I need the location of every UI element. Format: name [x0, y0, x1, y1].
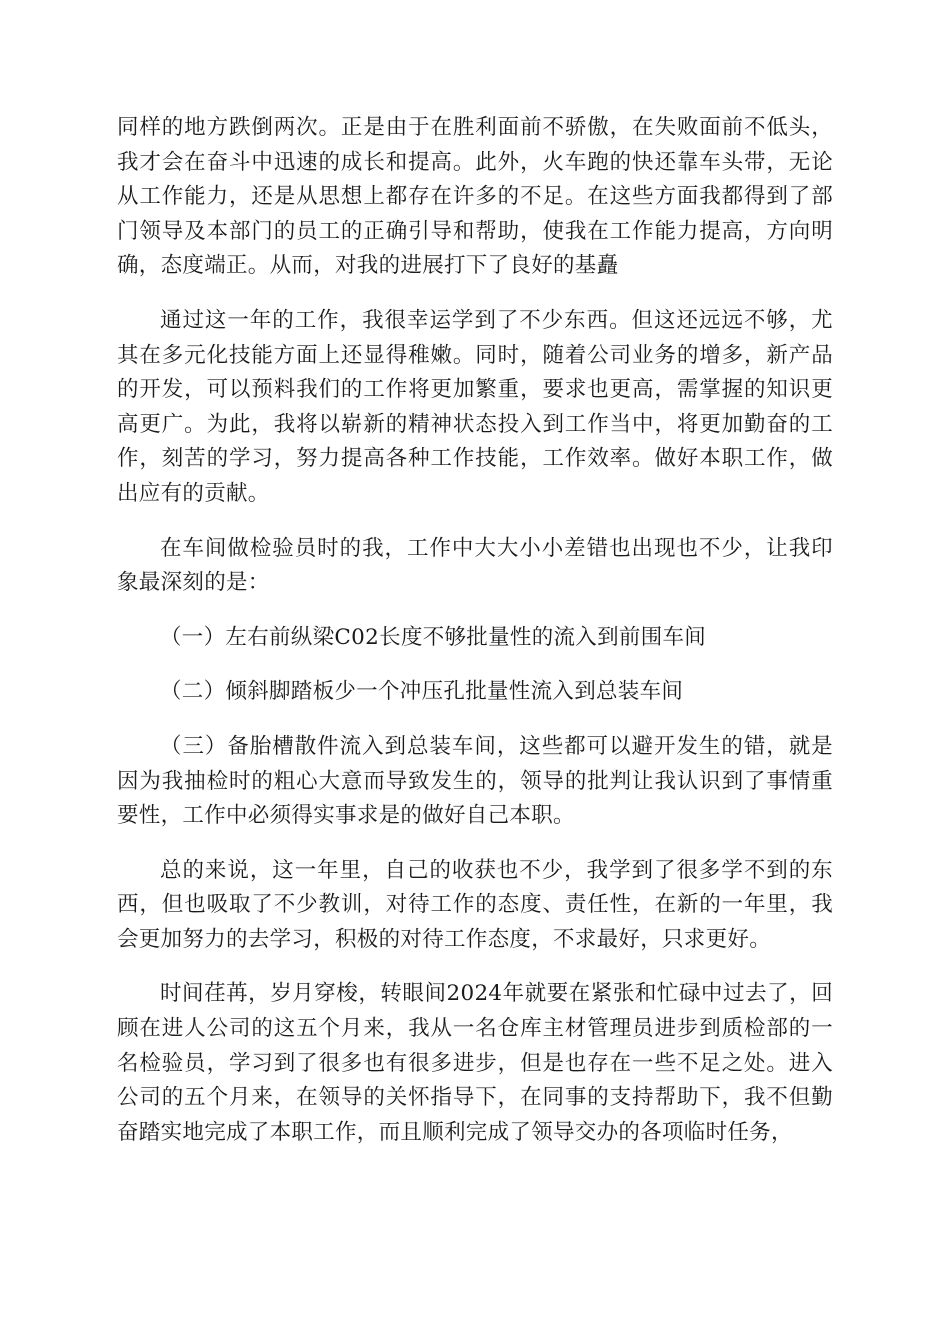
paragraph-2: 通过这一年的工作，我很幸运学到了不少东西。但这还远远不够，尤其在多元化技能方面上还显得稚嫩。同时，随着公司业务的增多，新产品的开发，可以预料我们的工作将更加繁重，要求也更高，需掌握的知识更高更广。为此，我将以崭新的精神状态投入到工作当中，将更加勤奋的工作，刻苦的学习，努力提高各种工作技能，工作效率。做好本职工作，做出应有的贡献。	[117, 307, 833, 506]
document-page	[117, 111, 833, 1170]
list-item-2: （二）倾斜脚踏板少一个冲压孔批量性流入到总装车间	[160, 679, 684, 705]
paragraph-1: 同样的地方跌倒两次。正是由于在胜利面前不骄傲，在失败面前不低头，我才会在奋斗中迅速的成长和提高。此外，火车跑的快还靠车头带，无论从工作能力，还是从思想上都存在许多的不足。在这些方面我都得到了部门领导及本部门的员工的正确引导和帮助，使我在工作能力提高，方向明确，态度端正。从而，对我的进展打下了良好的基矗	[117, 115, 833, 279]
paragraph-summary: 总的来说，这一年里，自己的收获也不少，我学到了很多学不到的东西，但也吸取了不少教训，对待工作的态度、责任性，在新的一年里，我会更加努力的去学习，积极的对待工作态度，不求最好，只求更好。	[117, 857, 833, 952]
paragraph-review: 时间荏苒，岁月穿梭，转眼间2024年就要在紧张和忙碌中过去了，回顾在进人公司的这五个月来，我从一名仓库主材管理员进步到质检部的一名检验员，学习到了很多也有很多进步，但是也存在一些不足之处。进入公司的五个月来，在领导的关怀指导下，在同事的支持帮助下，我不但勤奋踏实地完成了本职工作，而且顺利完成了领导交办的各项临时任务，	[117, 981, 833, 1145]
list-item-3: （三）备胎槽散件流入到总装车间，这些都可以避开发生的错，就是因为我抽检时的粗心大意而导致发生的，领导的批判让我认识到了事情重要性，工作中必须得实事求是的做好自己本职。	[117, 733, 833, 829]
paragraph-3: 在车间做检验员时的我，工作中大大小小差错也出现也不少，让我印象最深刻的是：	[117, 535, 833, 596]
list-item-1: （一）左右前纵梁C02长度不够批量性的流入到前围车间	[160, 624, 707, 650]
